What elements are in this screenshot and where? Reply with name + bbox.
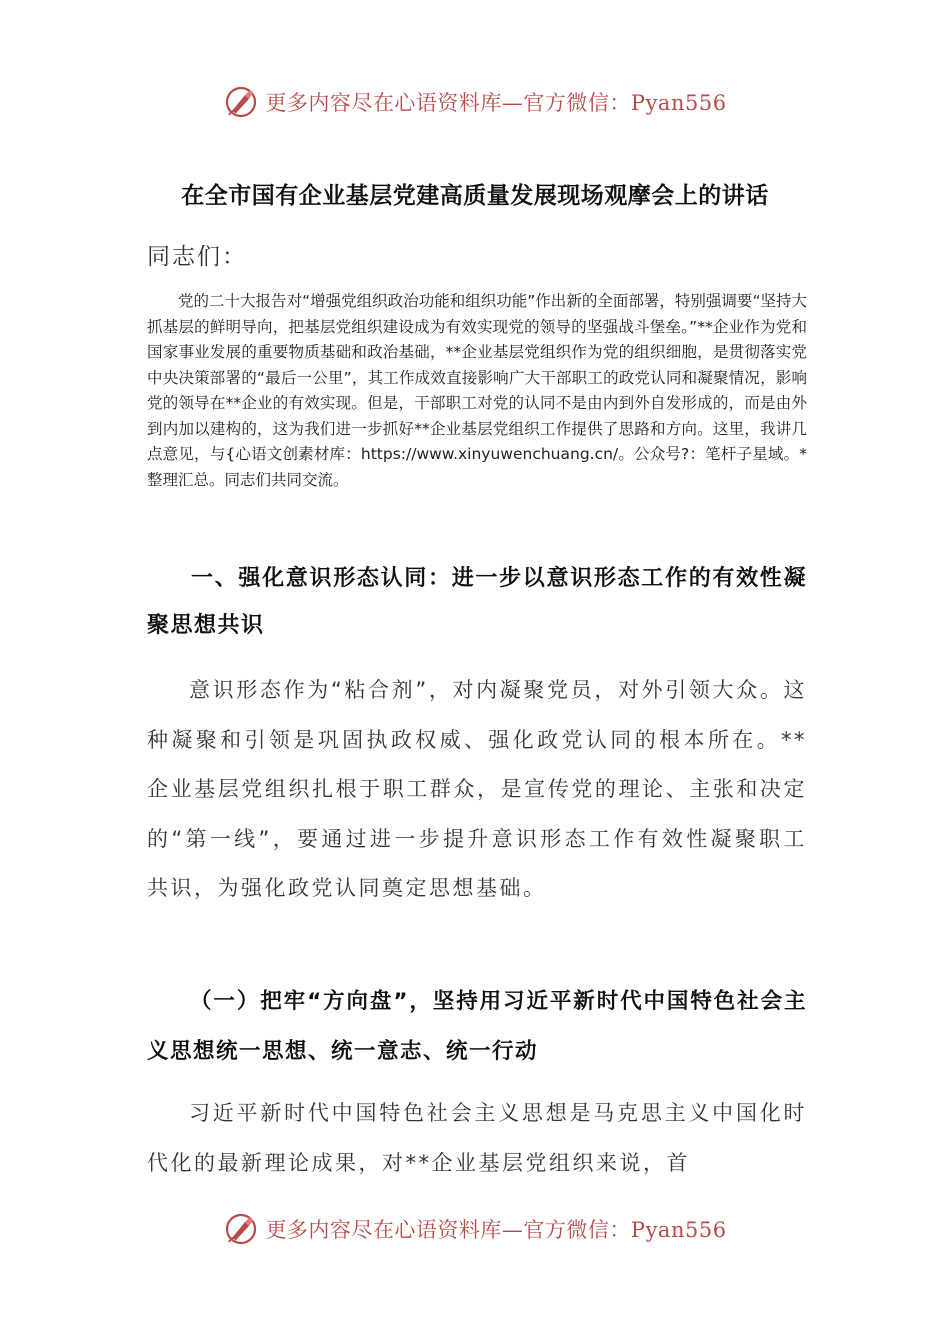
section-paragraph-1: 意识形态作为“粘合剂”，对内凝聚党员，对外引领大众。这种凝聚和引领是巩固执政权威、强化政党认同的根本所在。**企业基层党组织扎根于职工群众，是宣传党的理论、主张和决定的“第一线”，要通过进一步提升意识形态工作有效性凝聚职工共识，为强化政党认同奠定思想基础。 [147, 678, 807, 900]
pen-nib-logo-icon [223, 1211, 259, 1247]
section-heading-1: 一、强化意识形态认同：进一步以意识形态工作的有效性凝聚思想共识 [147, 566, 807, 638]
page-title: 在全市国有企业基层党建高质量发展现场观摩会上的讲话 [181, 183, 769, 209]
intro-paragraph: 党的二十大报告对“增强党组织政治功能和组织功能”作出新的全面部署，特别强调要“坚持大抓基层的鲜明导向，把基层党组织建设成为有效实现党的领导的坚强战斗堡垒。”**企业作为党和国家事业发展的重要物质基础和政治基础，**企业基层党组织作为党的组织细胞，是贯彻落实党中央决策部署的“最后一公里”，其工作成效直接影响广大干部职工的政党认同和凝聚情况，影响党的领导在**企业的有效实现。但是，干部职工对党的认同不是由内到外自发形成的，而是由外到内加以建构的，这为我们进一步抓好**企业基层党组织工作提供了思路和方向。这里，我讲几点意见，与{心语文创素材库：https://www.xinyuwenchuang.cn/。公众号?：笔杆子星域。*整理汇总。同志们共同交流。 [147, 292, 807, 489]
subsection-paragraph-1: 习近平新时代中国特色社会主义思想是马克思主义中国化时代化的最新理论成果，对**企业基层党组织来说，首 [147, 1101, 807, 1175]
pen-nib-logo-icon [223, 84, 259, 120]
watermark-text: 更多内容尽在心语资料库—官方微信：Pyan556 [265, 1218, 727, 1242]
watermark-banner-top [0, 84, 950, 120]
watermark-banner-bottom [0, 1211, 950, 1247]
salutation: 同志们： [147, 244, 247, 270]
subsection-heading-1: （一）把牢“方向盘”，坚持用习近平新时代中国特色社会主义思想统一思想、统一意志、统一行动 [147, 989, 807, 1064]
watermark-text: 更多内容尽在心语资料库—官方微信：Pyan556 [265, 91, 727, 115]
